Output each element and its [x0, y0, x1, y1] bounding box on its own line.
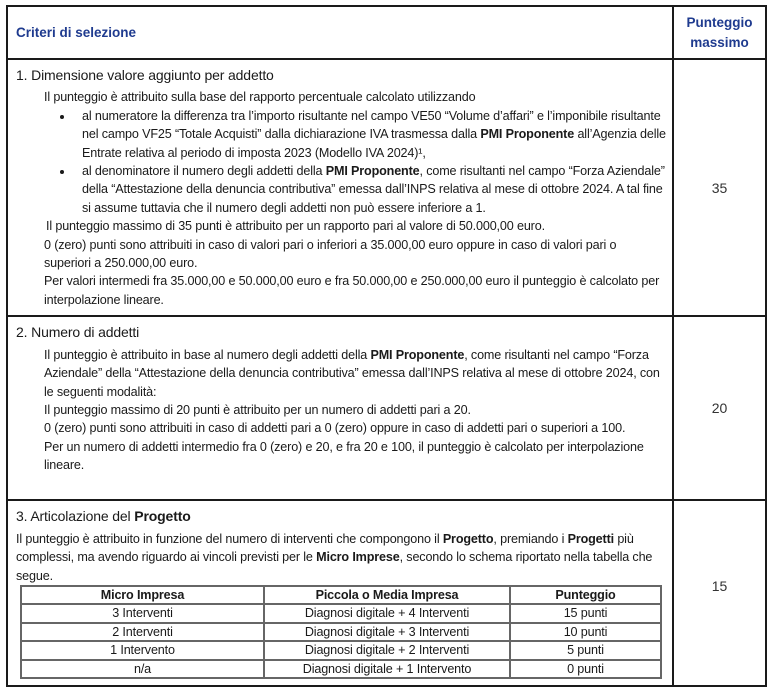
bullet-bold-text: PMI Proponente [480, 127, 575, 142]
table-row [21, 604, 661, 623]
table-row [21, 641, 661, 660]
pmi-header: Piccola o Media Impresa [264, 586, 510, 605]
criterion-1-interpolation-rule: Per valori intermedi fra 35.000,00 e 50.000,00 euro e fra 50.000,00 e 250.000,00 euro il punteggio è calcolato per interpolazione lineare. [44, 274, 660, 307]
intro-text: , premiando i [493, 531, 568, 546]
criteria-column-header: Criteri di selezione [7, 6, 673, 59]
intro-bold-text: Progetti [567, 531, 614, 546]
pmi-cell: Diagnosi digitale + 1 Intervento [264, 660, 510, 679]
micro-impresa-header: Micro Impresa [21, 586, 264, 605]
criterion-row-1 [7, 59, 766, 316]
punteggio-cell: 0 punti [510, 660, 661, 679]
criterion-2-title: 2. Numero di addetti [16, 324, 140, 341]
criterion-1-title: 1. Dimensione valore aggiunto per addetto [16, 67, 274, 83]
intro-text: , secondo lo schema riportato nella tabella che segue. [16, 550, 653, 583]
micro-impresa-cell: 2 Interventi [21, 623, 264, 642]
intro-text: Il punteggio è attribuito in base al numero degli addetti della [44, 347, 371, 362]
criterion-2-zero-rule: 0 (zero) punti sono attribuiti in caso di addetti pari a 0 (zero) oppure in caso di addetti pari o superiori a 100. [44, 421, 626, 436]
punteggio-cell: 10 punti [510, 623, 661, 642]
criterion-2-max-rule: Il punteggio massimo di 20 punti è attribuito per un numero di addetti pari a 20. [44, 402, 471, 417]
criterion-1-bullet-denominator [74, 162, 666, 217]
punteggio-cell: 5 punti [510, 641, 661, 660]
criterion-row-2 [7, 316, 766, 500]
criterion-2-interpolation-rule: Per un numero di addetti intermedio fra 0 (zero) e 20, e fra 20 e 100, il punteggio è calcolato per interpolazione lineare. [44, 439, 644, 473]
max-score-header-line2: massimo [690, 34, 749, 50]
criterion-1-bullet-numerator [74, 107, 666, 162]
selection-criteria-document [6, 5, 765, 687]
bullet-text: al numeratore la differenza tra l’importo risultante nel campo VE50 “Volume d’affari” e l’imponibile risultante nel campo VF25 “Totale Acquisti” dalla dichiarazione IVA trasmessa dalla [82, 108, 661, 142]
criterion-1-bullet-list [58, 107, 666, 217]
criterion-1-max-score: 35 [673, 59, 766, 316]
criterion-3-max-score: 15 [673, 500, 766, 686]
pmi-cell: Diagnosi digitale + 4 Interventi [264, 604, 510, 623]
criterion-row-3 [7, 500, 766, 686]
intro-bold-text: PMI Proponente [370, 347, 465, 362]
criterion-3-description [7, 500, 673, 686]
criterion-1-max-rule: Il punteggio massimo di 35 punti è attribuito per un rapporto pari al valore di 50.000,00 euro. [46, 219, 545, 234]
bullet-bold-text: PMI Proponente [325, 164, 420, 179]
intro-bold-text: Micro Imprese [316, 550, 400, 565]
table-row [21, 660, 661, 679]
criterion-1-intro: Il punteggio è attribuito sulla base del rapporto percentuale calcolato utilizzando [44, 90, 476, 105]
criterion-3-title [16, 507, 666, 525]
criterion-2-description [7, 316, 673, 500]
criteria-table-header [7, 6, 766, 59]
criterion-2-max-score: 20 [673, 316, 766, 500]
micro-impresa-cell: 3 Interventi [21, 604, 264, 623]
micro-impresa-cell: 1 Intervento [21, 641, 264, 660]
max-score-column-header [673, 6, 766, 59]
project-scoring-table-header [21, 586, 661, 605]
criterion-2-intro [44, 346, 666, 401]
pmi-cell: Diagnosi digitale + 2 Interventi [264, 641, 510, 660]
bullet-text: all’Agenzia delle Entrate relativa al periodo di imposta 2023 (Modello IVA 2024)¹, [82, 127, 666, 160]
table-row [21, 623, 661, 642]
criterion-1-zero-rule: 0 (zero) punti sono attribuiti in caso di valori pari o inferiori a 35.000,00 euro oppure in caso di valori pari o superiori a 250.000,00 euro. [44, 237, 617, 271]
intro-bold-text: Progetto [442, 531, 494, 546]
intro-text: Il punteggio è attribuito in funzione del numero di interventi che compongono il [16, 531, 443, 546]
max-score-header-line1: Punteggio [686, 14, 753, 30]
bullet-text: , come risultanti nel campo “Forza Aziendale” della “Attestazione della denuncia contributiva” emessa dall’INPS relativa al mese di ottobre 2024. A tal fine si assume tuttavia che il numero degli addetti non può essere inferiore a 1. [82, 164, 665, 215]
criteria-table [6, 5, 767, 687]
project-scoring-table [20, 585, 662, 680]
intro-text: più complessi, ma avendo riguardo ai vincoli previsti per le [16, 531, 634, 565]
criterion-3-intro [16, 530, 666, 585]
micro-impresa-cell: n/a [21, 660, 264, 679]
punteggio-header: Punteggio [510, 586, 661, 605]
title-text: 3. Articolazione del [16, 508, 135, 525]
bullet-text: al denominatore il numero degli addetti della [82, 164, 326, 179]
intro-text: , come risultanti nel campo “Forza Aziendale” della “Attestazione della denuncia contributiva” emessa dall’INPS relativa al mese di ottobre 2024, con le seguenti modalità: [44, 347, 660, 399]
criterion-1-description [7, 59, 673, 316]
pmi-cell: Diagnosi digitale + 3 Interventi [264, 623, 510, 642]
punteggio-cell: 15 punti [510, 604, 661, 623]
title-bold-text: Progetto [134, 508, 191, 525]
